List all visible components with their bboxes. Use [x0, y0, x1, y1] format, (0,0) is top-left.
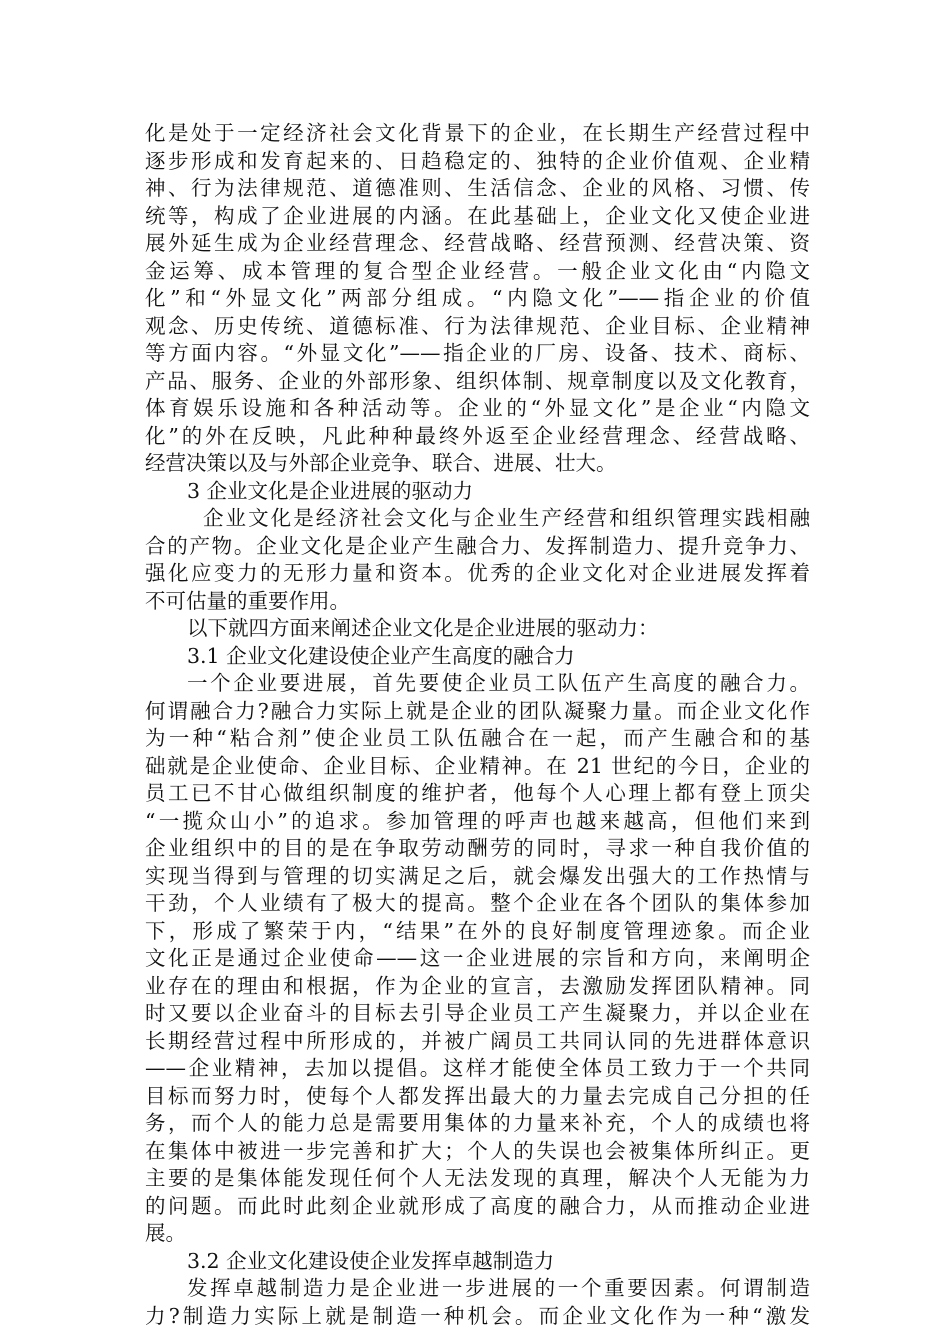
- paragraph-end-line: 3 企业文化是企业进展的驱动力: [187, 478, 474, 503]
- paragraph-line: 化”和“外显文化”两部分组成。“内隐文化”——指企业的价值: [145, 286, 810, 310]
- paragraph-line: 统等，构成了企业进展的内涵。在此基础上，企业文化又使企业进: [145, 203, 810, 228]
- paragraph-line: 观念、历史传统、道德标准、行为法律规范、企业目标、企业精神: [145, 313, 810, 338]
- paragraph-line: 文化正是通过企业使命——这一企业进展的宗旨和方向，来阐明企: [145, 946, 810, 970]
- paragraph-end-line: 3.1 企业文化建设使企业产生高度的融合力: [187, 643, 575, 668]
- paragraph-line: 何谓融合力?融合力实际上就是企业的团队凝聚力量。而企业文化作: [145, 698, 810, 723]
- paragraph-end-line: 3.2 企业文化建设使企业发挥卓越制造力: [187, 1248, 555, 1273]
- paragraph-line: 时又要以企业奋斗的目标去引导企业员工产生凝聚力，并以企业在: [145, 1001, 810, 1025]
- paragraph-line: 一个企业要进展，首先要使企业员工队伍产生高度的融合力。: [187, 671, 810, 695]
- paragraph-line: 的问题。而此时此刻企业就形成了高度的融合力，从而推动企业进: [145, 1193, 810, 1218]
- paragraph-line: 员工已不甘心做组织制度的维护者，他每个人心理上都有登上顶尖: [145, 781, 810, 805]
- paragraph-end-line: 不可估量的重要作用。: [145, 588, 350, 613]
- paragraph-line: 础就是企业使命、企业目标、企业精神。在 21 世纪的今日，企业的: [145, 753, 810, 778]
- paragraph-line: 体育娱乐设施和各种活动等。企业的“外显文化”是企业“内隐文: [145, 396, 810, 420]
- paragraph-line: 务，而个人的能力总是需要用集体的力量来补充，个人的成绩也将: [145, 1111, 810, 1135]
- paragraph-line: 长期经营过程中所形成的，并被广阔员工共同认同的先进群体意识: [145, 1028, 810, 1053]
- paragraph-line: 产品、服务、企业的外部形象、组织体制、规章制度以及文化教育，: [145, 368, 810, 393]
- paragraph-line: 等方面内容。“外显文化”——指企业的厂房、设备、技术、商标、: [145, 341, 810, 365]
- paragraph-line: 合的产物。企业文化是企业产生融合力、发挥制造力、提升竞争力、: [145, 533, 810, 558]
- paragraph-line: 发挥卓越制造力是企业进一步进展的一个重要因素。何谓制造: [187, 1276, 810, 1300]
- paragraph-line: 强化应变力的无形力量和资本。优秀的企业文化对企业进展发挥着: [145, 561, 810, 585]
- paragraph-line: 金运筹、成本管理的复合型企业经营。一般企业文化由“内隐文: [145, 258, 810, 283]
- paragraph-line: 目标而努力时，使每个人都发挥出最大的力量去完成自己分担的任: [145, 1083, 810, 1108]
- paragraph-line: “一揽众山小”的追求。参加管理的呼声也越来越高，但他们来到: [145, 808, 810, 833]
- paragraph-line: 化”的外在反映，凡此种种最终外返至企业经营理念、经营战略、: [145, 423, 810, 448]
- paragraph-line: 逐步形成和发育起来的、日趋稳定的、独特的企业价值观、企业精: [145, 148, 810, 173]
- paragraph-line: 力?制造力实际上就是制造一种机会。而企业文化作为一种“激发: [145, 1303, 810, 1328]
- paragraph-end-line: 以下就四方面来阐述企业文化是企业进展的驱动力：: [187, 616, 659, 640]
- paragraph-line: 下，形成了繁荣于内，“结果”在外的良好制度管理迹象。而企业: [145, 918, 810, 943]
- document-page: [145, 120, 810, 1330]
- paragraph-line: 企业组织中的目的是在争取劳动酬劳的同时，寻求一种自我价值的: [145, 836, 810, 860]
- paragraph-line: 企业文化是经济社会文化与企业生产经营和组织管理实践相融: [203, 506, 810, 530]
- paragraph-line: 化是处于一定经济社会文化背景下的企业，在长期生产经营过程中: [145, 121, 810, 145]
- paragraph-line: 主要的是集体能发现任何个人无法发现的真理，解决个人无能为力: [145, 1166, 810, 1190]
- paragraph-line: 神、行为法律规范、道德准则、生活信念、企业的风格、习惯、传: [145, 176, 810, 200]
- paragraph-end-line: 经营决策以及与外部企业竞争、联合、进展、壮大。: [145, 451, 617, 475]
- paragraph-line: 为一种“粘合剂”使企业员工队伍融合在一起，而产生融合和的基: [145, 726, 810, 750]
- paragraph-line: 展外延生成为企业经营理念、经营战略、经营预测、经营决策、资: [145, 231, 810, 255]
- paragraph-line: 业存在的理由和根据，作为企业的宣言，去激励发挥团队精神。同: [145, 973, 810, 998]
- paragraph-line: 实现当得到与管理的切实满足之后，就会爆发出强大的工作热情与: [145, 863, 810, 888]
- paragraph-line: 在集体中被进一步完善和扩大；个人的失误也会被集体所纠正。更: [145, 1138, 810, 1163]
- paragraph-line: ——企业精神，去加以提倡。这样才能使全体员工致力于一个共同: [145, 1056, 810, 1080]
- paragraph-end-line: 展。: [145, 1221, 186, 1245]
- paragraph-line: 干劲，个人业绩有了极大的提高。整个企业在各个团队的集体参加: [145, 891, 810, 915]
